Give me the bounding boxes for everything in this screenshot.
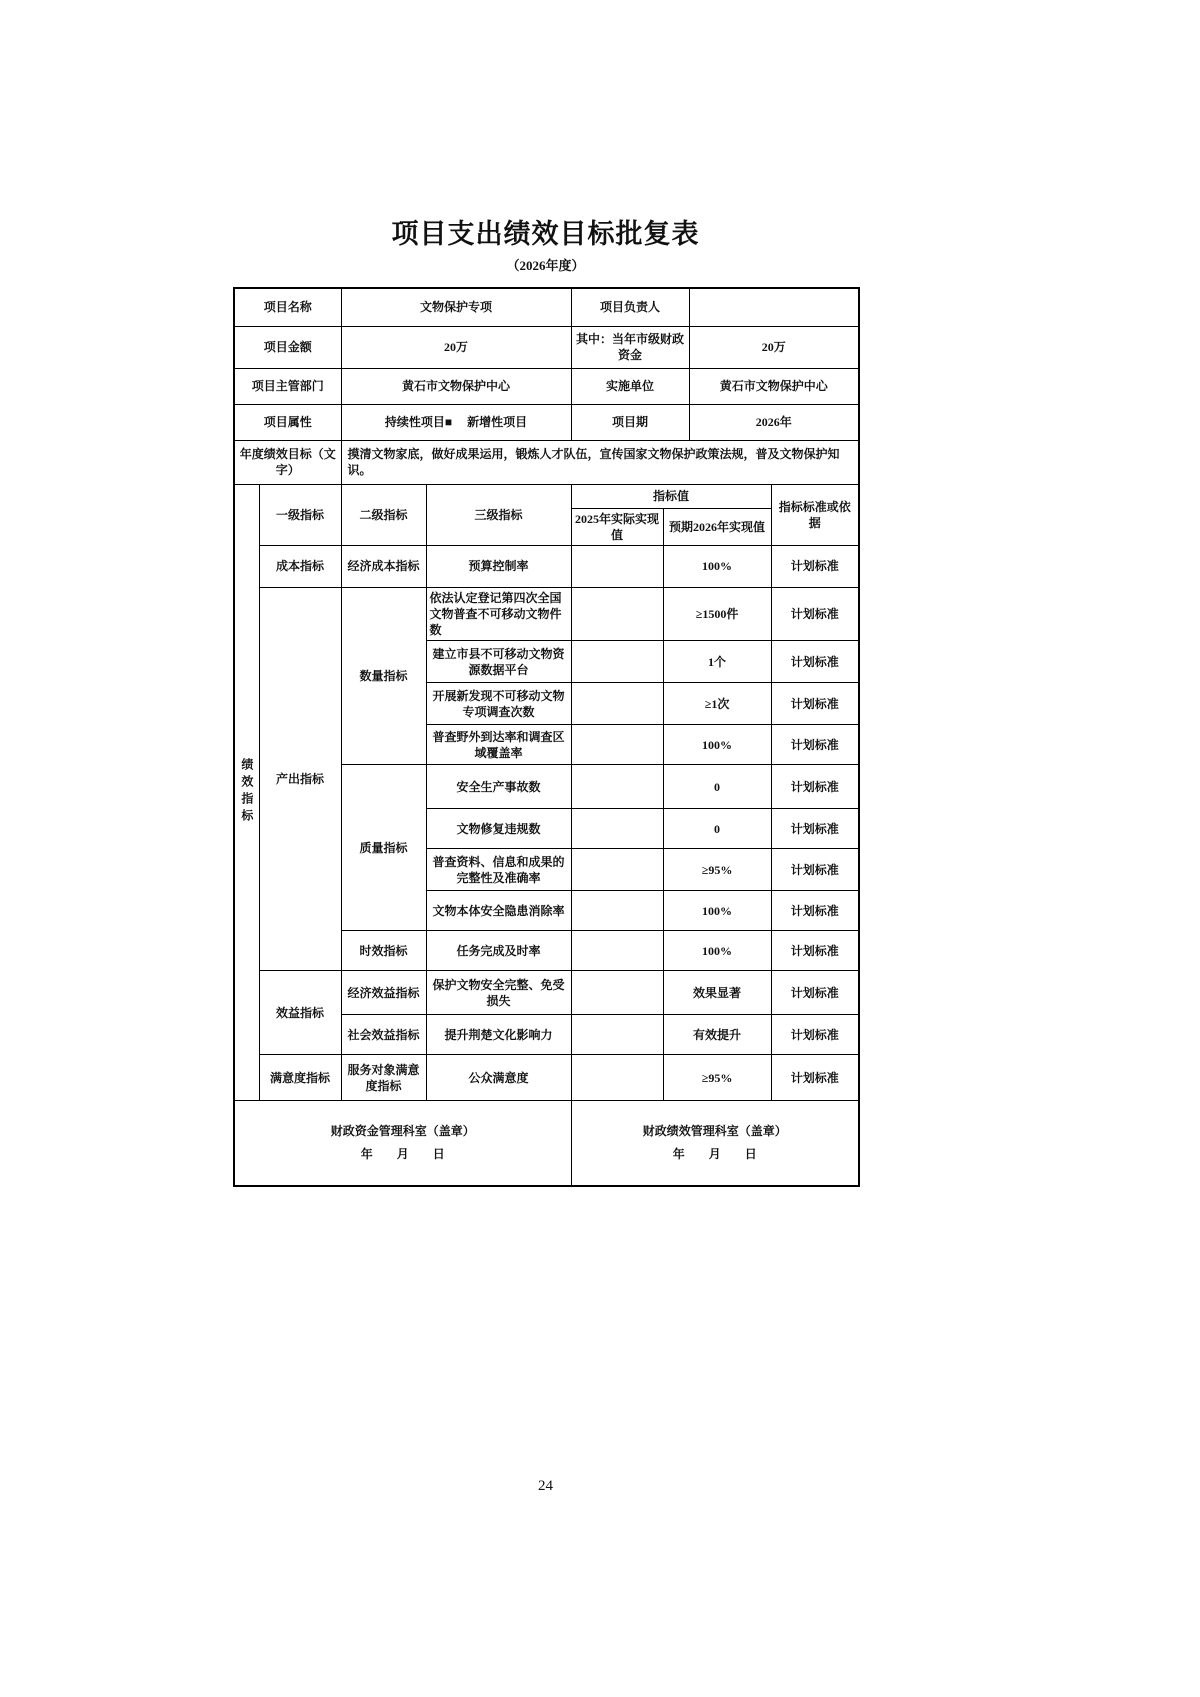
l3-special-survey: 开展新发现不可移动文物专项调查次数 xyxy=(426,683,571,725)
v2025-cell xyxy=(571,931,663,971)
l1-satisfaction: 满意度指标 xyxy=(259,1055,341,1101)
l1-benefit: 效益指标 xyxy=(259,971,341,1055)
l3-field-coverage: 普查野外到达率和调查区域覆盖率 xyxy=(426,725,571,765)
v2025-cell xyxy=(571,765,663,809)
info-value-implement-unit: 黄石市文物保护中心 xyxy=(689,368,859,404)
standard-cell: 计划标准 xyxy=(771,545,859,587)
v2025-cell xyxy=(571,1055,663,1101)
annual-goal-label: 年度绩效目标（文字） xyxy=(234,440,341,484)
l3-culture-influence: 提升荆楚文化影响力 xyxy=(426,1015,571,1055)
standard-cell: 计划标准 xyxy=(771,725,859,765)
v2026-cell: 有效提升 xyxy=(663,1015,771,1055)
v2025-cell xyxy=(571,849,663,891)
standard-cell: 计划标准 xyxy=(771,891,859,931)
info-label-city-funds: 其中：当年市级财政资金 xyxy=(571,326,689,368)
page-subtitle: （2026年度） xyxy=(506,258,585,273)
header-level3: 三级指标 xyxy=(426,484,571,545)
info-value-project-attribute: 持续性项目■ 新增性项目 xyxy=(341,404,571,440)
standard-cell: 计划标准 xyxy=(771,683,859,725)
l1-output: 产出指标 xyxy=(259,587,341,971)
side-label-performance-indicators: 绩效指标 xyxy=(234,484,259,1101)
page-title: 项目支出绩效目标批复表 xyxy=(391,219,700,249)
header-value-group: 指标值 xyxy=(571,484,771,508)
header-expected-2026: 预期2026年实现值 xyxy=(663,508,771,545)
info-label-project-amount: 项目金额 xyxy=(234,326,341,368)
v2026-cell: 0 xyxy=(663,809,771,849)
v2025-cell xyxy=(571,1015,663,1055)
signature-left-cell xyxy=(234,1101,571,1186)
standard-cell: 计划标准 xyxy=(771,1015,859,1055)
l3-survey-data-accuracy: 普查资料、信息和成果的完整性及准确率 xyxy=(426,849,571,891)
l1-cost: 成本指标 xyxy=(259,545,341,587)
document-sheet xyxy=(233,0,858,1187)
v2026-cell: 0 xyxy=(663,765,771,809)
v2025-cell xyxy=(571,809,663,849)
l3-data-platform: 建立市县不可移动文物资源数据平台 xyxy=(426,641,571,683)
info-value-city-funds: 20万 xyxy=(689,326,859,368)
standard-cell: 计划标准 xyxy=(771,641,859,683)
v2026-cell: 100% xyxy=(663,931,771,971)
info-label-project-attribute: 项目属性 xyxy=(234,404,341,440)
l2-quality: 质量指标 xyxy=(341,765,426,931)
l3-restoration-violations: 文物修复违规数 xyxy=(426,809,571,849)
header-level2: 二级指标 xyxy=(341,484,426,545)
l2-economic-cost: 经济成本指标 xyxy=(341,545,426,587)
info-value-project-leader xyxy=(689,288,859,326)
standard-cell: 计划标准 xyxy=(771,809,859,849)
standard-cell: 计划标准 xyxy=(771,587,859,641)
l3-budget-control: 预算控制率 xyxy=(426,545,571,587)
l3-survey-registration: 依法认定登记第四次全国文物普查不可移动文物件数 xyxy=(426,587,571,641)
l3-hazard-elimination: 文物本体安全隐患消除率 xyxy=(426,891,571,931)
v2026-cell: 效果显著 xyxy=(663,971,771,1015)
standard-cell: 计划标准 xyxy=(771,1055,859,1101)
standard-cell: 计划标准 xyxy=(771,971,859,1015)
l2-service-satisfaction: 服务对象满意度指标 xyxy=(341,1055,426,1101)
header-level1: 一级指标 xyxy=(259,484,341,545)
info-label-competent-dept: 项目主管部门 xyxy=(234,368,341,404)
info-label-implement-unit: 实施单位 xyxy=(571,368,689,404)
info-value-project-amount: 20万 xyxy=(341,326,571,368)
v2026-cell: 100% xyxy=(663,725,771,765)
signature-left-title: 财政资金管理科室（盖章） xyxy=(330,1124,475,1139)
signature-left-date: 年 月 日 xyxy=(360,1147,445,1162)
info-label-project-name: 项目名称 xyxy=(234,288,341,326)
v2025-cell xyxy=(571,545,663,587)
standard-cell: 计划标准 xyxy=(771,931,859,971)
v2025-cell xyxy=(571,587,663,641)
v2025-cell xyxy=(571,971,663,1015)
l3-public-satisfaction: 公众满意度 xyxy=(426,1055,571,1101)
v2025-cell xyxy=(571,891,663,931)
l3-protect-relics: 保护文物安全完整、免受损失 xyxy=(426,971,571,1015)
v2026-cell: 1个 xyxy=(663,641,771,683)
performance-target-table xyxy=(233,287,860,1187)
v2025-cell xyxy=(571,641,663,683)
info-value-competent-dept: 黄石市文物保护中心 xyxy=(341,368,571,404)
v2026-cell: 100% xyxy=(663,545,771,587)
v2026-cell: ≥95% xyxy=(663,849,771,891)
v2026-cell: ≥1次 xyxy=(663,683,771,725)
v2026-cell: 100% xyxy=(663,891,771,931)
info-value-project-period: 2026年 xyxy=(689,404,859,440)
l2-quantity: 数量指标 xyxy=(341,587,426,765)
page-number: 24 xyxy=(538,1478,553,1494)
signature-right-date: 年 月 日 xyxy=(672,1147,757,1162)
l3-safety-accidents: 安全生产事故数 xyxy=(426,765,571,809)
annual-goal-text: 摸清文物家底，做好成果运用，锻炼人才队伍，宣传国家文物保护政策法规，普及文物保护知识。 xyxy=(341,440,859,484)
info-value-project-name: 文物保护专项 xyxy=(341,288,571,326)
v2026-cell: ≥1500件 xyxy=(663,587,771,641)
v2025-cell xyxy=(571,725,663,765)
header-actual-2025: 2025年实际实现值 xyxy=(571,508,663,545)
l2-timeliness: 时效指标 xyxy=(341,931,426,971)
l2-social-benefit: 社会效益指标 xyxy=(341,1015,426,1055)
info-label-project-leader: 项目负责人 xyxy=(571,288,689,326)
standard-cell: 计划标准 xyxy=(771,849,859,891)
signature-right-cell xyxy=(571,1101,859,1186)
l2-economic-benefit: 经济效益指标 xyxy=(341,971,426,1015)
v2026-cell: ≥95% xyxy=(663,1055,771,1101)
standard-cell: 计划标准 xyxy=(771,765,859,809)
header-standard: 指标标准或依据 xyxy=(771,484,859,545)
signature-right-title: 财政绩效管理科室（盖章） xyxy=(642,1124,787,1139)
v2025-cell xyxy=(571,683,663,725)
info-label-project-period: 项目期 xyxy=(571,404,689,440)
l3-task-completion: 任务完成及时率 xyxy=(426,931,571,971)
